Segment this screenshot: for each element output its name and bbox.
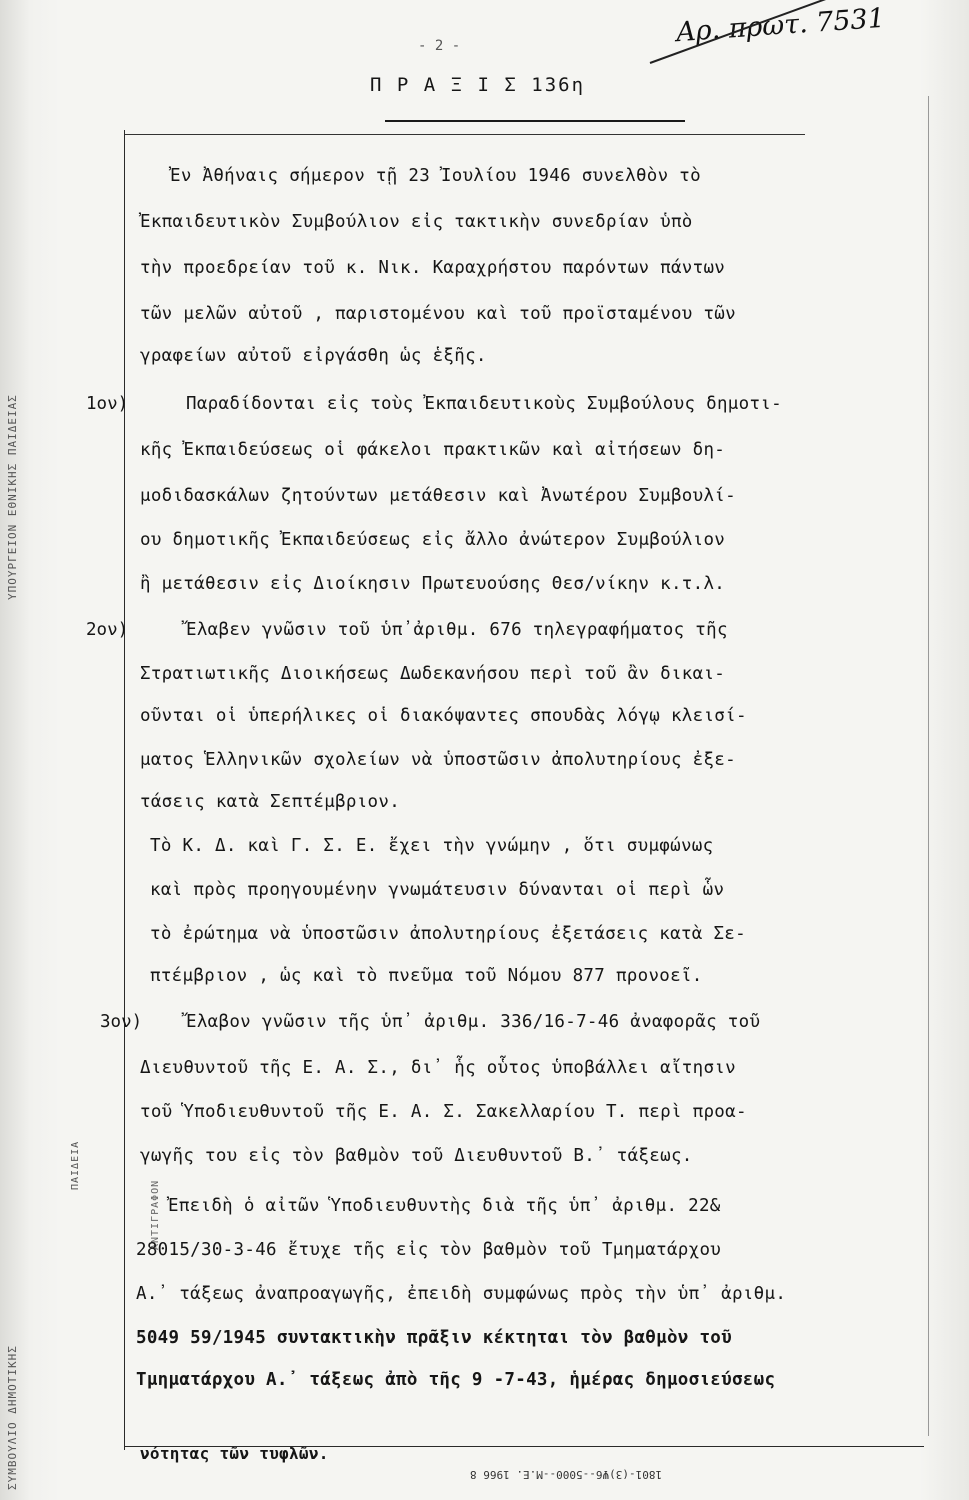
body-line: τῶν μελῶν αὐτοῦ , παριστομένου καὶ τοῦ προϊσταμένου τῶν: [140, 304, 736, 324]
body-line: Ἐν Ἀθήναις σήμερον τῇ 23 Ἰουλίου 1946 συνελθὸν τὸ: [170, 166, 701, 186]
margin-stamp-text: ΑΝΤΙΓΡΑΦΟΝ: [150, 1179, 161, 1250]
reasoning-line: Α.᾽ τάξεως ἀναπροαγωγῆς, ἐπειδὴ συμφώνως πρὸς τὴν ὑπ᾽ ἀριθμ.: [136, 1284, 787, 1304]
item-line: τοῦ Ὑποδιευθυντοῦ τῆς Ε. Α. Σ. Σακελλαρίου Τ. περὶ προα-: [140, 1102, 747, 1122]
reasoning-line: Τμηματάρχου Α.᾽ τάξεως ἀπὸ τῆς 9 -7-43, ἡμέρας δημοσιεύσεως: [136, 1370, 776, 1390]
margin-stamp-text: ΠΑΙΔΕΙΑ: [70, 1140, 81, 1190]
item-number: 2ον): [86, 620, 129, 640]
opinion-line: τὸ ἐρώτημα νὰ ὑποστῶσιν ἀπολυτηρίους ἐξετάσεις κατὰ Σε-: [150, 924, 746, 944]
item-line: ἢ μετάθεσιν εἰς Διοίκησιν Πρωτευούσης Θεσ/νίκην κ.τ.λ.: [140, 574, 726, 594]
right-frame-line: [928, 96, 929, 1436]
title-underline: [385, 120, 685, 122]
item-number: 1ον): [86, 394, 129, 414]
reasoning-line: Ἐπειδὴ ὁ αἰτῶν Ὑποδιευθυντὴς διὰ τῆς ὑπ᾽ ἀριθμ. 22&: [168, 1196, 721, 1216]
item-line: οῦνται οἱ ὑπερήλικες οἱ διακόψαντες σπουδὰς λόγῳ κλεισί-: [140, 706, 747, 726]
opinion-line: καὶ πρὸς προηγουμένην γνωμάτευσιν δύνανται οἱ περὶ ὧν: [150, 880, 725, 900]
header-rule: [125, 134, 805, 135]
reasoning-line: 5049 59/1945 συντακτικὴν πρᾶξιν κέκτηται τὸν βαθμὸν τοῦ: [136, 1328, 732, 1348]
handwritten-protocol-number: Αρ. πρωτ. 7531: [675, 2, 886, 49]
item-line: τάσεις κατὰ Σεπτέμβριον.: [140, 792, 401, 812]
item-line: κῆς Ἐκπαιδεύσεως οἱ φάκελοι πρακτικῶν καὶ αἰτήσεων δη-: [140, 440, 726, 460]
body-line: Ἐκπαιδευτικὸν Συμβούλιον εἰς τακτικὴν συνεδρίαν ὑπὸ: [140, 212, 693, 232]
body-line: γραφείων αὐτοῦ εἰργάσθη ὡς ἑξῆς.: [140, 346, 487, 366]
item-line: Ἔλαβεν γνῶσιν τοῦ ὑπ᾽ἀριθμ. 676 τηλεγραφήματος τῆς: [186, 620, 728, 640]
item-number: 3ον): [100, 1012, 143, 1032]
left-frame-line: [124, 130, 125, 1450]
item-line: Διευθυντοῦ τῆς Ε. Α. Σ., δι᾽ ἧς οὗτος ὑποβάλλει αἴτησιν: [140, 1058, 736, 1078]
item-line: ματος Ἑλληνικῶν σχολείων νὰ ὑποστῶσιν ἀπολυτηρίους ἐξε-: [140, 750, 736, 770]
opinion-line: Τὸ Κ. Δ. καὶ Γ. Σ. Ε. ἔχει τὴν γνώμην , ὅτι συμφώνως: [150, 836, 714, 856]
bottom-fragment: νότητας τῶν τυφλῶν.: [140, 1444, 329, 1463]
print-code: 1801-(3)Ψ6--5000--Μ.Ε. 1966 8: [470, 1468, 663, 1481]
item-line: Ἔλαβον γνῶσιν τῆς ὑπ᾽ ἀριθμ. 336/16-7-46 ἀναφορᾶς τοῦ: [186, 1012, 761, 1032]
item-line: Παραδίδονται εἰς τοὺς Ἐκπαιδευτικοὺς Συμβούλους δημοτι-: [186, 394, 782, 414]
page-title: Π Ρ Α Ξ Ι Σ 136η: [370, 74, 586, 96]
page-number: - 2 -: [418, 38, 461, 54]
margin-stamp-text: ΥΠΟΥΡΓΕΙΟΝ ΕΘΝΙΚΗΣ ΠΑΙΔΕΙΑΣ: [6, 394, 19, 600]
reasoning-line: 28015/30-3-46 ἔτυχε τῆς εἰς τὸν βαθμὸν τοῦ Τμηματάρχου: [136, 1240, 722, 1260]
body-line: τὴν προεδρείαν τοῦ κ. Νικ. Καραχρήστου παρόντων πάντων: [140, 258, 726, 278]
item-line: γωγῆς του εἰς τὸν βαθμὸν τοῦ Διευθυντοῦ Β.᾽ τάξεως.: [140, 1146, 693, 1166]
opinion-line: πτέμβριον , ὡς καὶ τὸ πνεῦμα τοῦ Νόμου 877 προνοεῖ.: [150, 966, 703, 986]
item-line: Στρατιωτικῆς Διοικήσεως Δωδεκανήσου περὶ τοῦ ἂν δικαι-: [140, 664, 726, 684]
item-line: ου δημοτικῆς Ἐκπαιδεύσεως εἰς ἄλλο ἀνώτερον Συμβούλιον: [140, 530, 726, 550]
margin-stamp-text: ΣΥΜΒΟΥΛΙΟ ΔΗΜΟΤΙΚΗΣ: [6, 1345, 19, 1490]
item-line: μοδιδασκάλων ζητούντων μετάθεσιν καὶ Ἀνωτέρου Συμβουλί-: [140, 486, 736, 506]
